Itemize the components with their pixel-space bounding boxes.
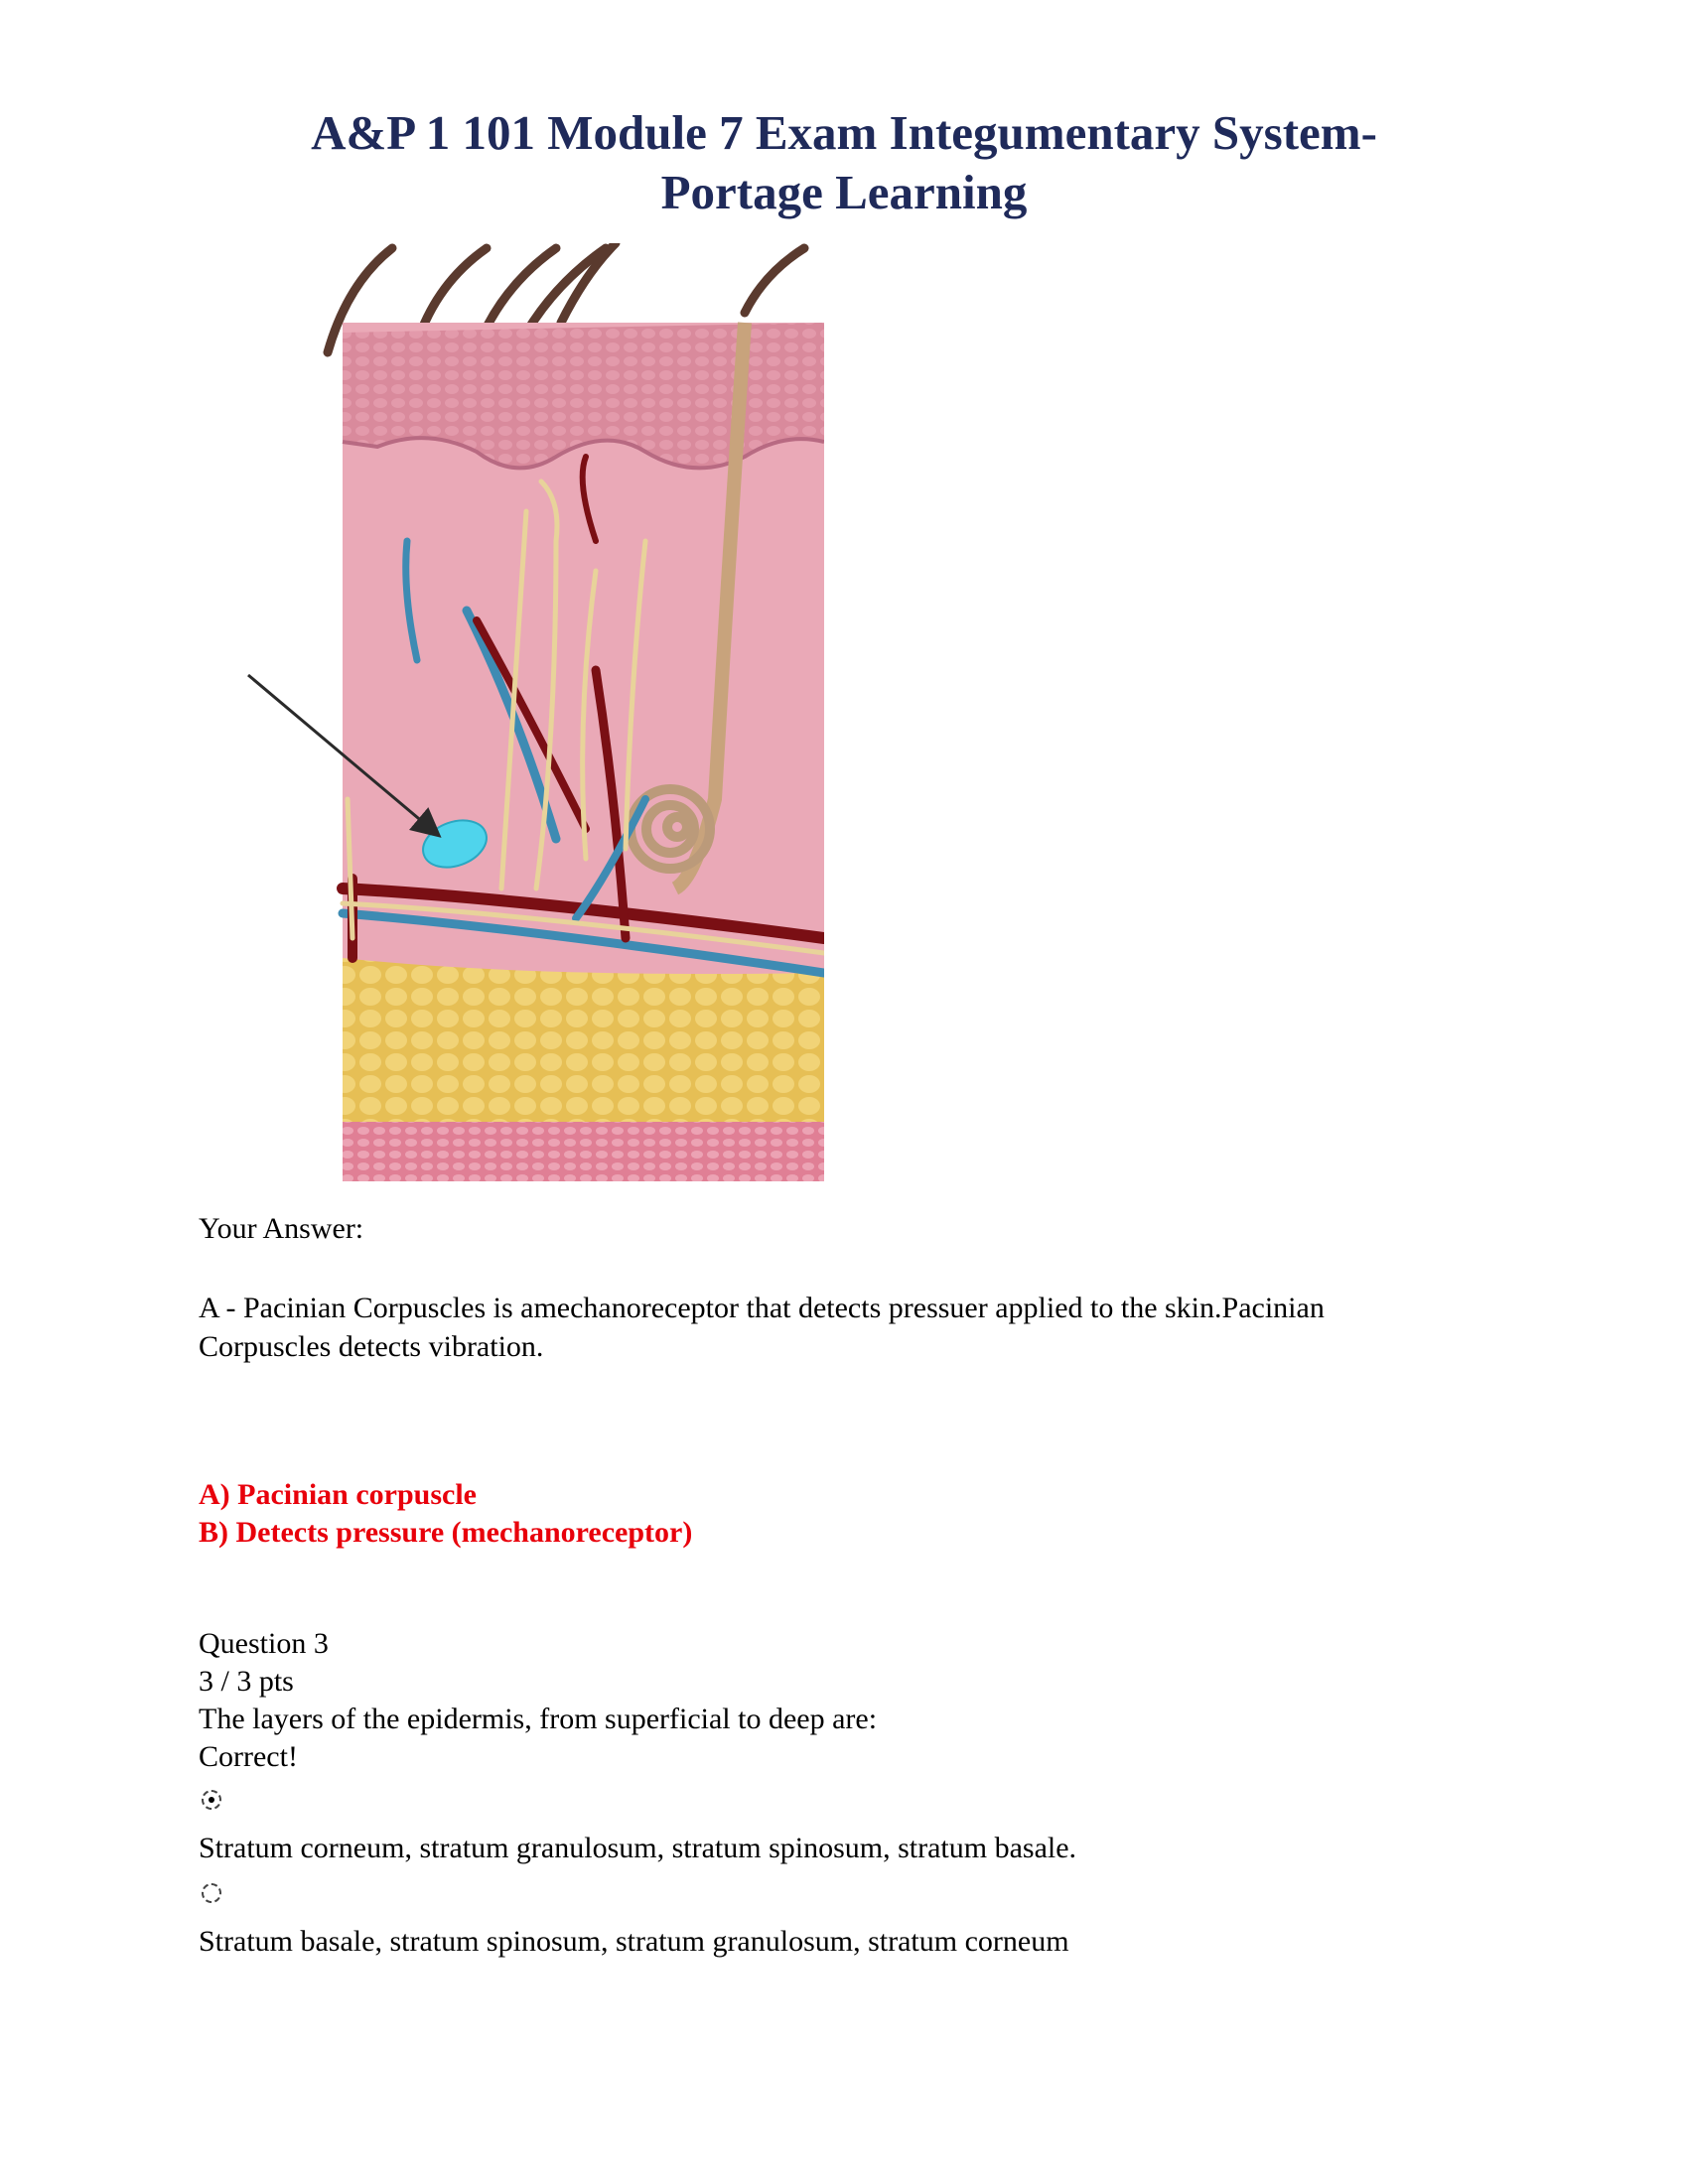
option-1-radio[interactable] (202, 1790, 221, 1810)
question-points: 3 / 3 pts (199, 1665, 294, 1698)
hypodermis-fat-layer (343, 958, 824, 1137)
option-1-text: Stratum corneum, stratum granulosum, stratum spinosum, stratum basale. (199, 1832, 1077, 1864)
document-title (149, 103, 1539, 222)
answer-text-line-2: Corpuscles detects vibration. (199, 1330, 544, 1363)
skin-cross-section-illustration (228, 243, 824, 1181)
correct-status: Correct! (199, 1740, 298, 1773)
your-answer-label: Your Answer: (199, 1212, 364, 1245)
option-2-radio[interactable] (202, 1883, 221, 1903)
title-line-1: A&P 1 101 Module 7 Exam Integumentary System- (311, 105, 1377, 160)
key-answer-a: A) Pacinian corpuscle (199, 1478, 477, 1511)
question-prompt: The layers of the epidermis, from superficial to deep are: (199, 1703, 878, 1735)
deep-tissue-layer (343, 1122, 824, 1181)
question-number: Question 3 (199, 1627, 329, 1660)
answer-text-line-1: A - Pacinian Corpuscles is amechanoreceptor that detects pressuer applied to the skin.Pacinian (199, 1292, 1325, 1324)
key-answer-b: B) Detects pressure (mechanoreceptor) (199, 1516, 693, 1549)
option-2-text: Stratum basale, stratum spinosum, stratum granulosum, stratum corneum (199, 1925, 1069, 1958)
title-line-2: Portage Learning (660, 165, 1028, 219)
